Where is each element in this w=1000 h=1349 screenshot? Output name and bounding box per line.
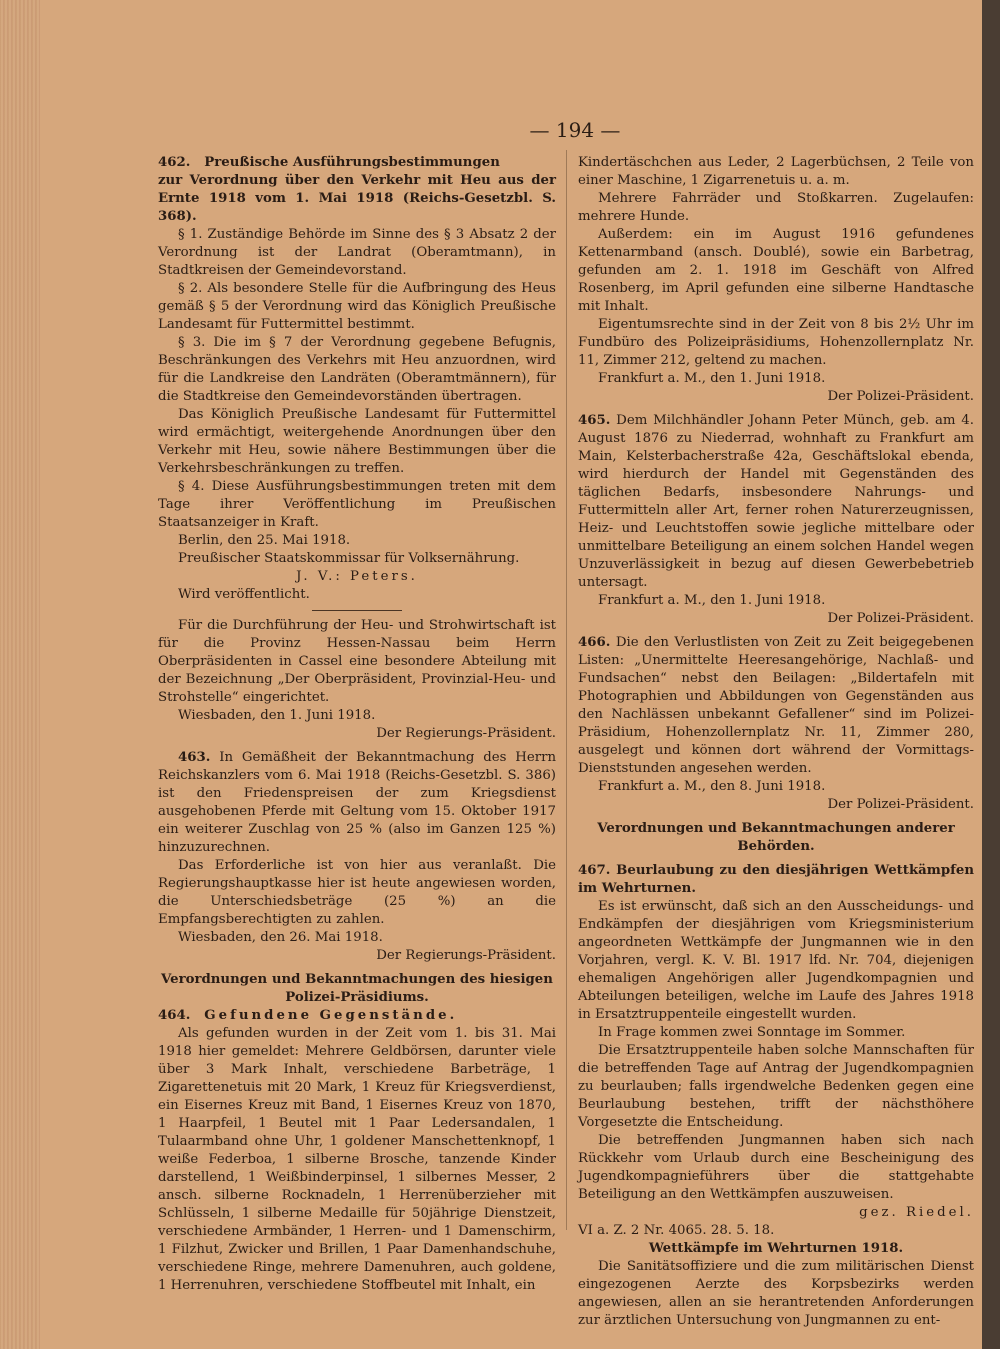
paragraph: Die Sanitätsoffiziere und die zum militärischen Dienst eingezogenen Aerzte des Korpsbezirks werden angewiesen, allen an sie herantretenden Anforderungen zur ärztlichen Untersuchung von Jungmannen zu ent- [578,1259,974,1328]
section-465-paragraph: 465. Dem Milchhändler Johann Peter Münch, geb. am 4. August 1876 zu Niederrad, wohnhaft zu Frankfurt am Main, Kelsterbacherstraße 42a, Geschäftslokal ebenda, wird hierdurch der Handel mit Gegenständen des täglichen Bedarfs, insbesondere Nahrungs- und Futtermitteln aller Art, ferner rohen Naturerzeugnissen, Heiz- und Leuchtstoffen sowie jegliche mittelbare oder unmittelbare Beteiligung an einem solchen Handel wegen Unzuverlässigkeit in bezug auf diesen Gewerbebetrieb untersagt. [578,413,974,590]
separator-rule [312,610,402,611]
section-467-heading: 467. Beurlaubung zu den diesjährigen Wettkämpfen im Wehrturnen. [578,863,974,896]
date-line: Berlin, den 25. Mai 1918. [178,533,351,548]
paragraph: Die betreffenden Jungmannen haben sich nach Rückkehr vom Urlaub durch eine Bescheinigung des Jugendkompagnieführers über die stattgehabte Beteiligung an den Wettkämpfen auszuweisen. [578,1133,974,1202]
right-column [578,154,974,1330]
section-462-subtitle: zur Verordnung über den Verkehr mit Heu aus der Ernte 1918 vom 1. Mai 1918 (Reichs-Gesetzbl. S. 368). [158,173,556,224]
paragraph: Das Erforderliche ist von hier aus veranlaßt. Die Regierungshauptkasse hier ist heute angewiesen worden, die Unterschiedsbeträge (25 %) an die Empfangsberechtigten zu zahlen. [158,858,556,927]
paragraph: Außerdem: ein im August 1916 gefundenes Kettenarmband (ansch. Doublé), sowie ein Barbetrag, gefunden am 2. 1. 1918 im Geschäft von Alfred Rosenberg, im April gefunden eine silberne Handtasche mit Inhalt. [578,227,974,314]
published-note: Wird veröffentlicht. [178,587,310,602]
signature-line: Der Regierungs-Präsident. [376,948,556,963]
column-divider [566,150,567,1230]
date-line: Frankfurt a. M., den 1. Juni 1918. [598,593,826,608]
signature-line: Der Polizei-Präsident. [827,389,974,404]
signature-line: Der Polizei-Präsident. [827,611,974,626]
paragraph: § 3. Die im § 7 der Verordnung gegebene Befugnis, Beschränkungen des Verkehrs mit Heu anzuordnen, wird für die Landkreise den Landräten (Oberamtmännern), für die Stadtkreise den Gemeindevorständen übertragen. [158,335,556,404]
date-line: Wiesbaden, den 1. Juni 1918. [178,708,376,723]
paragraph: Als gefunden wurden in der Zeit vom 1. bis 31. Mai 1918 hier gemeldet: Mehrere Geldbörsen, darunter viele über 3 Mark Inhalt, verschiedene Barbeträge, 1 Zigarettenetuis mit 20 Mark, 1 Kreuz für Kriegsverdienst, ein Eisernes Kreuz mit Band, 1 Eisernes Kreuz von 1870, 1 Haarpfeil, 1 Beutel mit 1 Paar Ledersandalen, 1 Tulaarmband ohne Uhr, 1 goldener Manschettenknopf, 1 weiße Federboa, 1 silberne Brosche, tanzende Kinder darstellend, 1 Weißbinderpinsel, 1 silbernes Messer, 2 ansch. silberne Rocknadeln, 1 Herrenüberzieher mit Schlüsseln, 1 silberne Medaille für 50jährige Dienstzeit, verschiedene Armbänder, 1 Herren- und 1 Damenschirm, 1 Filzhut, Zwicker und Brillen, 1 Paar Damenhandschuhe, verschiedene Ringe, mehrere Damenuhren, auch goldene, 1 Herrenuhren, verschiedene Stoffbeutel mit Inhalt, ein [158,1026,556,1293]
section-464-heading: 464. Gefundene Gegenstände. [158,1008,458,1023]
paragraph: Es ist erwünscht, daß sich an den Ausscheidungs- und Endkämpfen der diesjährigen vom Kriegsministerium angeordneten Wettkämpfe der Jungmannen wie in den Vorjahren, vergl. K. V. Bl. 1917 lfd. Nr. 704, diejenigen ehemaligen Angehörigen aller Jugendkompagnien und Abteilungen beteiligen, welche im Laufe des Jahres 1918 in Ersatztruppenteile eingestellt wurden. [578,899,974,1022]
paragraph: Das Königlich Preußische Landesamt für Futtermittel wird ermächtigt, weitergehende Anordnungen über den Verkehr mit Heu, sowie nähere Bestimmungen über die Verkehrsbeschränkungen zu treffen. [158,407,556,476]
subheading: Wettkämpfe im Wehrturnen 1918. [648,1241,904,1256]
book-edge [982,0,1000,1349]
page-stack-edge [0,0,40,1349]
paragraph: Für die Durchführung der Heu- und Strohwirtschaft ist für die Provinz Hessen-Nassau beim Herrn Oberpräsidenten in Cassel eine besondere Abteilung mit der Bezeichnung „Der Oberpräsident, Provinzial-Heu- und Strohstelle“ eingerichtet. [158,618,556,705]
paragraph: Kindertäschchen aus Leder, 2 Lagerbüchsen, 2 Teile von einer Maschine, 1 Zigarrenetuis u. a. m. [578,155,974,188]
section-466-paragraph: 466. Die den Verlustlisten von Zeit zu Zeit beigegebenen Listen: „Unermittelte Heeresangehörige, Nachlaß- und Fundsachen“ nebst den Beilagen: „Bildertafeln mit Photographien und Abbildungen von Gegenständen aus den Nachlässen unbekannt Gefallener“ sind im Polizei-Präsidium, Hohenzollernplatz Nr. 11, Zimmer 280, ausgelegt und können dort während der Vormittags-Dienststunden angesehen werden. [578,635,974,776]
signature-line: Der Regierungs-Präsident. [376,726,556,741]
paragraph: § 2. Als besondere Stelle für die Aufbringung des Heus gemäß § 5 der Verordnung wird das Königlich Preußische Landesamt für Futtermittel bestimmt. [158,281,556,332]
paragraph: § 4. Diese Ausführungsbestimmungen treten mit dem Tage ihrer Veröffentlichung im Preußischen Staatsanzeiger in Kraft. [158,479,556,530]
authority-line: Preußischer Staatskommissar für Volksernährung. [178,551,520,566]
section-heading: Verordnungen und Bekanntmachungen anderer Behörden. [597,821,955,854]
signature-line: J. V.: Peters. [296,569,418,584]
date-line: Wiesbaden, den 26. Mai 1918. [178,930,383,945]
page-number: — 194 — [529,118,621,142]
section-462-heading: 462. Preußische Ausführungsbestimmungen [158,155,500,170]
section-heading: Verordnungen und Bekanntmachungen des hiesigen Polizei-Präsidiums. [161,972,553,1005]
date-line: Frankfurt a. M., den 8. Juni 1918. [598,779,826,794]
signature-line: gez. Riedel. [859,1205,974,1220]
reference-line: VI a. Z. 2 Nr. 4065. 28. 5. 18. [578,1223,775,1238]
paragraph: § 1. Zuständige Behörde im Sinne des § 3 Absatz 2 der Verordnung ist der Landrat (Oberamtmann), in Stadtkreisen der Gemeindevorstand. [158,227,556,278]
date-line: Frankfurt a. M., den 1. Juni 1918. [598,371,826,386]
paragraph: Mehrere Fahrräder und Stoßkarren. Zugelaufen: mehrere Hunde. [578,191,974,224]
section-463-paragraph: 463. In Gemäßheit der Bekanntmachung des Herrn Reichskanzlers vom 6. Mai 1918 (Reichs-Gesetzbl. S. 386) ist den Friedenspreisen der zum Kriegsdienst ausgehobenen Pferde mit Geltung vom 15. Oktober 1917 ein weiterer Zuschlag von 25 % (also im Ganzen 125 %) hinzuzurechnen. [158,750,557,855]
paragraph: In Frage kommen zwei Sonntage im Sommer. [598,1025,906,1040]
signature-line: Der Polizei-Präsident. [827,797,974,812]
paragraph: Eigentumsrechte sind in der Zeit von 8 bis 2½ Uhr im Fundbüro des Polizeipräsidiums, Hohenzollernplatz Nr. 11, Zimmer 212, geltend zu machen. [578,317,974,368]
paragraph: Die Ersatztruppenteile haben solche Mannschaften für die betreffenden Tage auf Antrag der Jugendkompagnien zu beurlauben; falls irgendwelche Bedenken gegen eine Beurlaubung bestehen, trifft der nächsthöhere Vorgesetzte die Entscheidung. [578,1043,974,1130]
left-column [158,154,556,1295]
